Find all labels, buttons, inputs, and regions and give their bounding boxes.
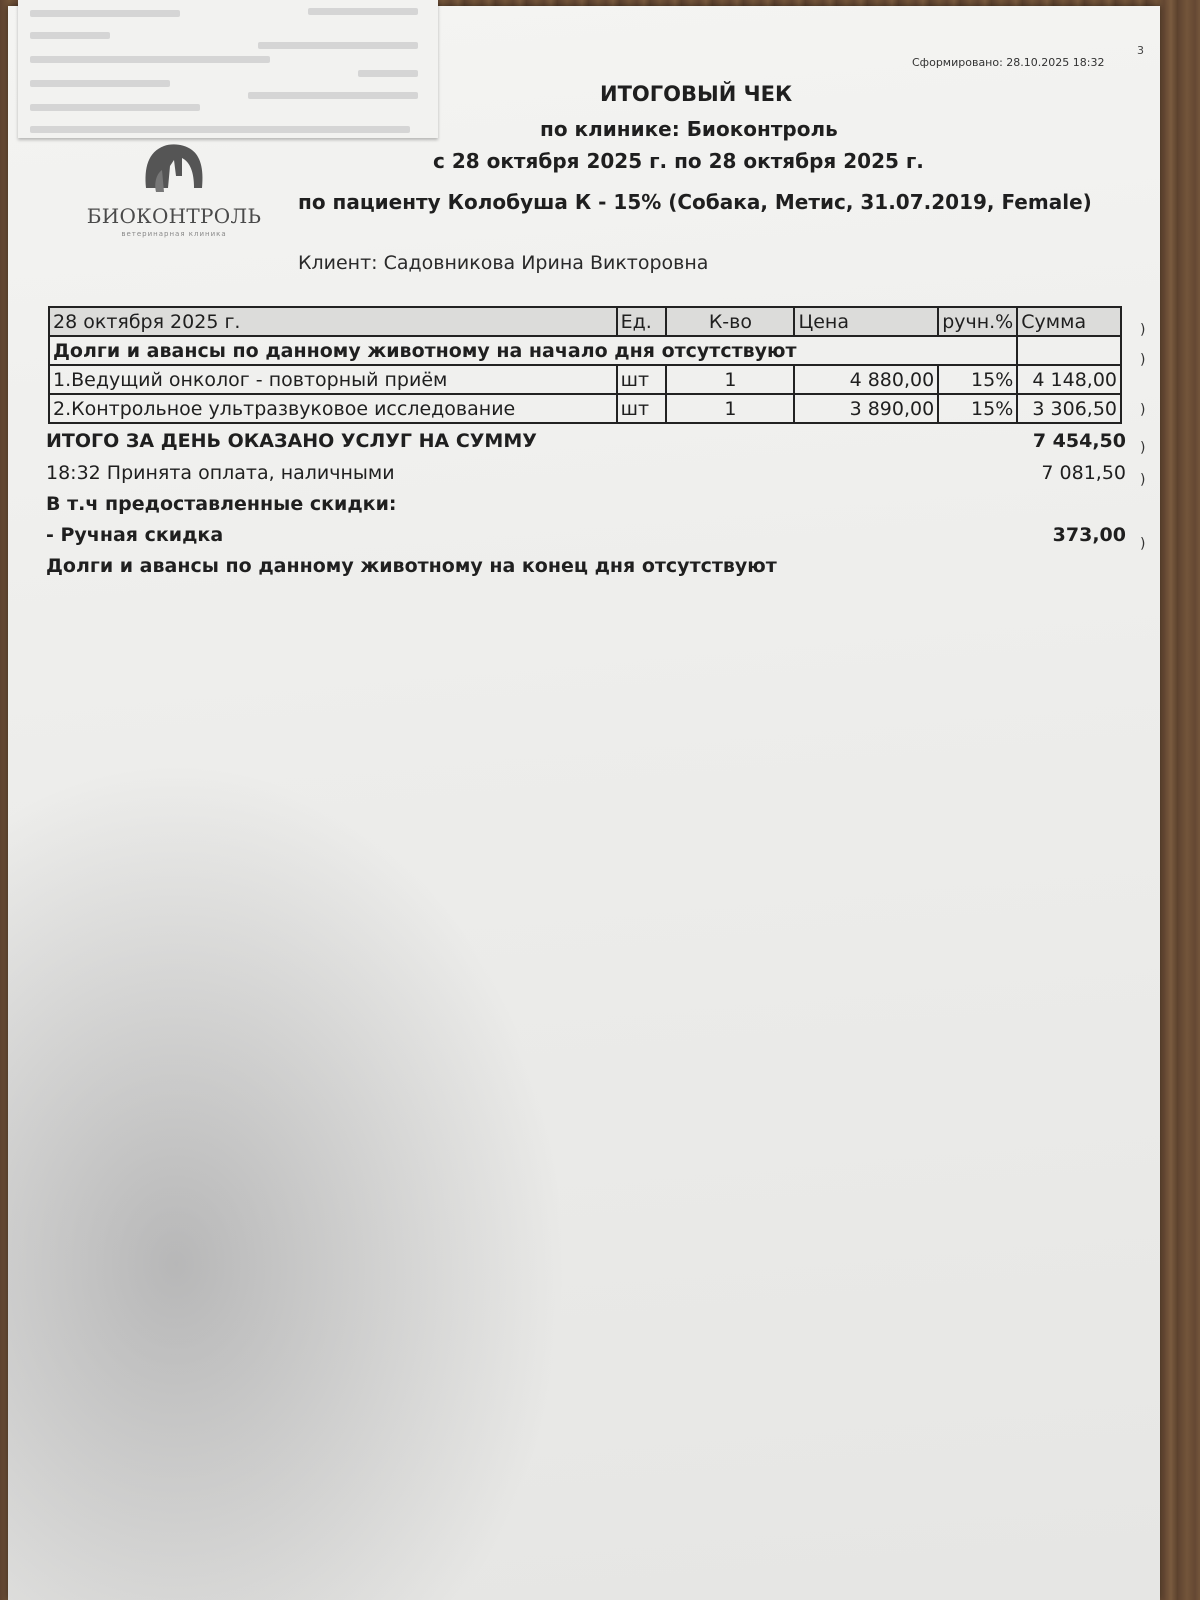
manual-discount-row bbox=[46, 524, 1126, 546]
formed-timestamp: Сформировано: 28.10.2025 18:32 bbox=[912, 56, 1105, 69]
edge-mark: ) bbox=[1140, 440, 1146, 456]
edge-mark: ) bbox=[1140, 472, 1146, 488]
logo-subtitle: ветеринарная клиника bbox=[121, 230, 227, 238]
edge-mark: ) bbox=[1140, 322, 1146, 338]
edge-mark: ) bbox=[1140, 536, 1146, 552]
table-header-row bbox=[49, 307, 1121, 336]
dog-head-logo-icon bbox=[134, 138, 214, 200]
header-discount: ручн.% bbox=[938, 307, 1017, 336]
period-line: с 28 октября 2025 г. по 28 октября 2025 г. bbox=[433, 149, 924, 173]
service-discount: 15% bbox=[938, 365, 1017, 394]
patient-line: по пациенту Колобуша К - 15% (Собака, Метис, 31.07.2019, Female) bbox=[298, 190, 1092, 214]
service-qty: 1 bbox=[666, 365, 794, 394]
opening-note: Долги и авансы по данному животному на начало дня отсутствуют bbox=[49, 336, 1017, 365]
payment-label: 18:32 Принята оплата, наличными bbox=[46, 462, 395, 484]
document-title: ИТОГОВЫЙ ЧЕК bbox=[600, 82, 793, 106]
discounts-heading: В т.ч предоставленные скидки: bbox=[46, 493, 397, 515]
header-date: 28 октября 2025 г. bbox=[49, 307, 617, 336]
client-line: Клиент: Садовникова Ирина Викторовна bbox=[298, 252, 709, 274]
service-name: 2.Контрольное ультразвуковое исследование bbox=[49, 394, 617, 423]
header-price: Цена bbox=[794, 307, 938, 336]
header-unit: Ед. bbox=[617, 307, 667, 336]
service-unit: шт bbox=[617, 365, 667, 394]
service-discount: 15% bbox=[938, 394, 1017, 423]
clinic-logo bbox=[84, 138, 264, 248]
page-number: 3 bbox=[1137, 44, 1144, 57]
header-qty: К-во bbox=[666, 307, 794, 336]
service-price: 3 890,00 bbox=[794, 394, 938, 423]
cash-register-slip bbox=[18, 0, 438, 138]
service-name: 1.Ведущий онколог - повторный приём bbox=[49, 365, 617, 394]
service-price: 4 880,00 bbox=[794, 365, 938, 394]
payment-value: 7 081,50 bbox=[1041, 462, 1126, 484]
manual-discount-label: - Ручная скидка bbox=[46, 524, 224, 546]
table-row bbox=[49, 365, 1121, 394]
services-table bbox=[48, 306, 1122, 424]
logo-wordmark: БИОКОНТРОЛЬ bbox=[86, 204, 262, 228]
edge-mark: ) bbox=[1140, 352, 1146, 368]
total-value: 7 454,50 bbox=[1032, 430, 1126, 452]
total-row bbox=[46, 430, 1126, 452]
service-sum: 3 306,50 bbox=[1017, 394, 1121, 423]
edge-mark: ) bbox=[1140, 402, 1146, 418]
payment-row bbox=[46, 462, 1126, 484]
service-unit: шт bbox=[617, 394, 667, 423]
table-row bbox=[49, 394, 1121, 423]
closing-note: Долги и авансы по данному животному на конец дня отсутствуют bbox=[46, 555, 777, 577]
manual-discount-value: 373,00 bbox=[1052, 524, 1126, 546]
header-sum: Сумма bbox=[1017, 307, 1121, 336]
service-qty: 1 bbox=[666, 394, 794, 423]
service-sum: 4 148,00 bbox=[1017, 365, 1121, 394]
clinic-line: по клинике: Биоконтроль bbox=[540, 117, 838, 141]
opening-balance-row bbox=[49, 336, 1121, 365]
total-label: ИТОГО ЗА ДЕНЬ ОКАЗАНО УСЛУГ НА СУММУ bbox=[46, 430, 537, 452]
